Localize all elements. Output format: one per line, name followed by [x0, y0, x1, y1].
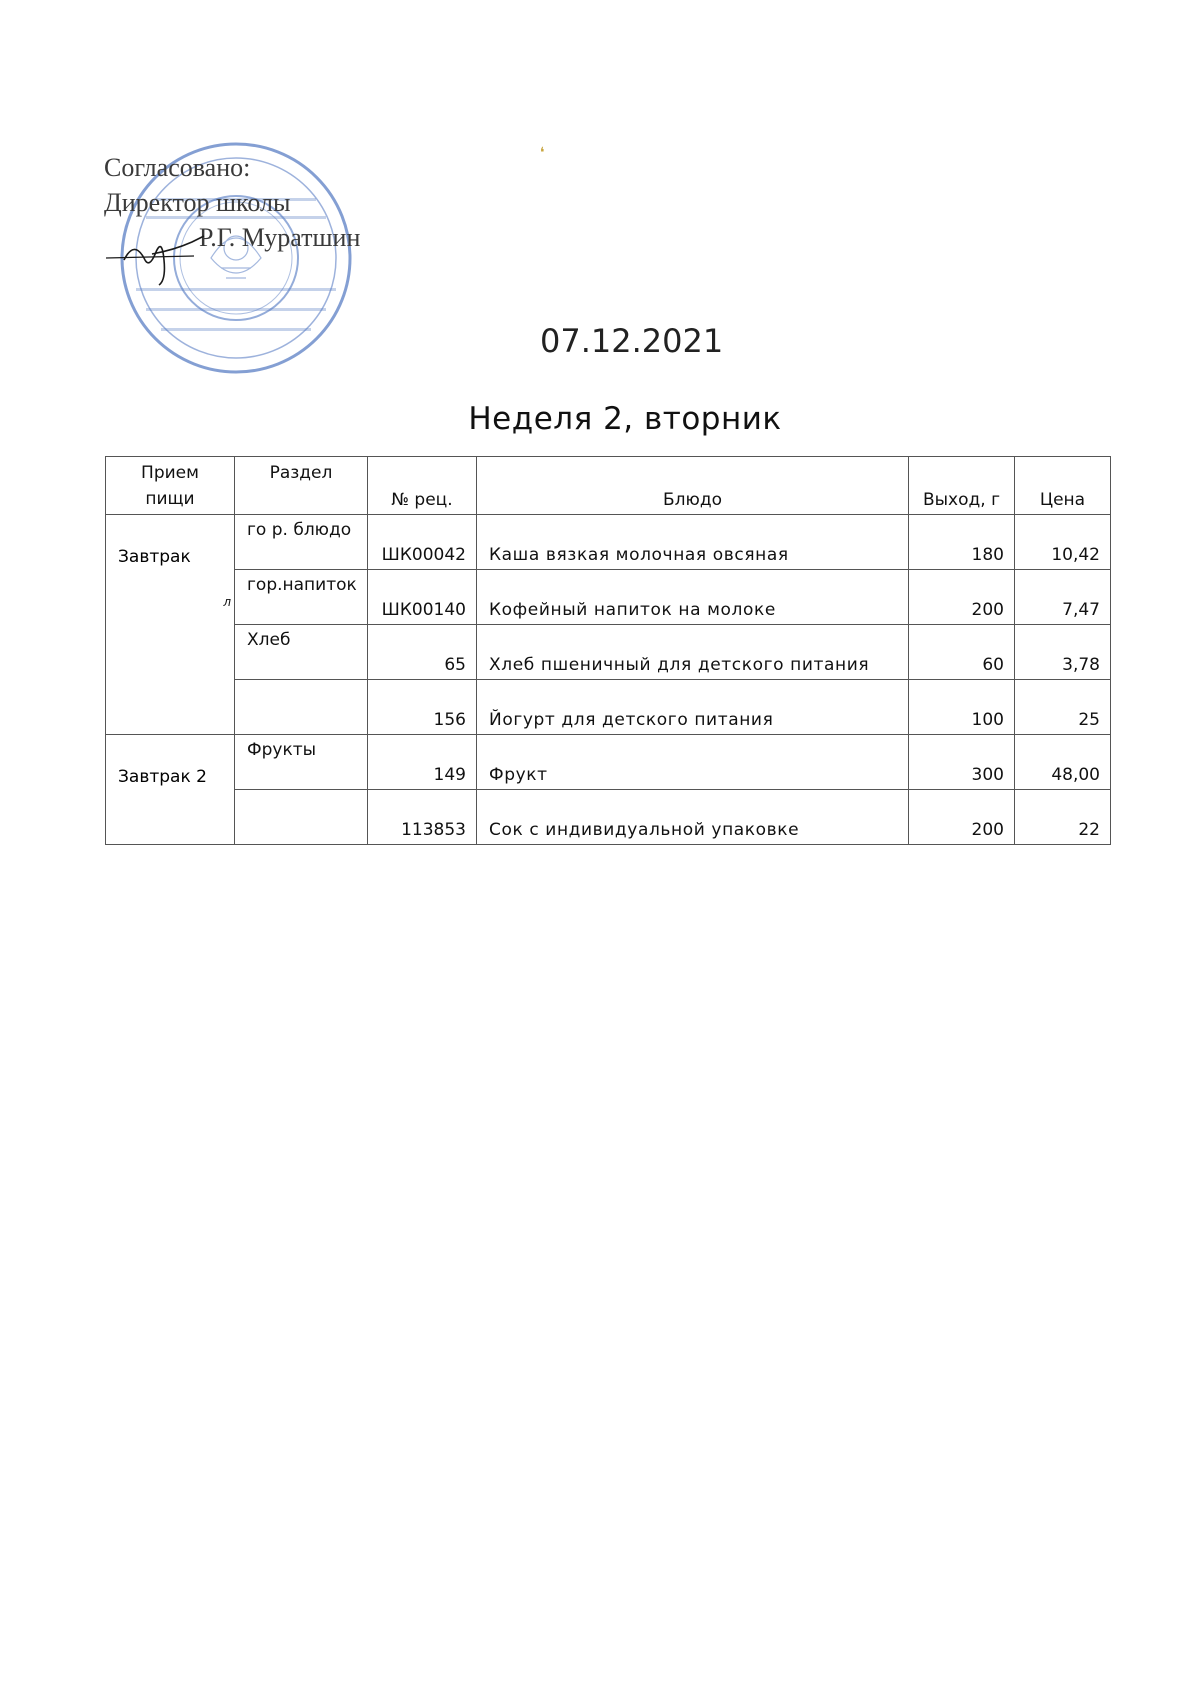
section-name: Хлеб — [247, 630, 291, 650]
page-title: Неделя 2, вторник — [468, 401, 782, 437]
dish-name: Йогурт для детского питания — [489, 710, 774, 730]
table-row — [106, 680, 1111, 735]
dish-name: Хлеб пшеничный для детского питания — [489, 655, 870, 675]
handwritten-signature — [104, 230, 219, 290]
document-date: 07.12.2021 — [540, 322, 724, 360]
table-header-row — [106, 457, 1111, 515]
menu-table — [105, 456, 1111, 845]
table-row — [106, 790, 1111, 845]
price-value: 3,78 — [1062, 655, 1100, 675]
recipe-number: 156 — [433, 710, 466, 730]
header-section: Раздел — [235, 457, 368, 515]
dish-name: Каша вязкая молочная овсяная — [489, 545, 789, 565]
header-meal-line2: пищи — [145, 489, 195, 509]
recipe-number: 149 — [433, 765, 466, 785]
header-meal — [106, 457, 235, 515]
price-value: 10,42 — [1051, 545, 1100, 565]
dish-name: Сок с индивидуальной упаковке — [489, 820, 800, 840]
recipe-number: ШК00042 — [381, 545, 466, 565]
approval-signer: Р.Г. Муратшин — [199, 223, 361, 252]
approval-position: Директор школы — [104, 188, 291, 217]
header-recipe: № рец. — [368, 457, 477, 515]
yield-value: 200 — [971, 600, 1004, 620]
recipe-number: ШК00140 — [381, 600, 466, 620]
meal-cell — [106, 735, 235, 845]
header-meal-line1: Прием — [141, 463, 199, 483]
section-name: Фрукты — [247, 740, 317, 760]
price-value: 48,00 — [1051, 765, 1100, 785]
table-row — [106, 625, 1111, 680]
meal-name: Завтрак 2 — [118, 767, 207, 787]
dish-name: Кофейный напиток на молоке — [489, 600, 776, 620]
table-row — [106, 515, 1111, 570]
recipe-number: 113853 — [401, 820, 466, 840]
meal-name: Завтрак — [118, 547, 191, 567]
meal-cell — [106, 515, 235, 735]
yield-value: 180 — [971, 545, 1004, 565]
price-value: 7,47 — [1062, 600, 1100, 620]
yield-value: 100 — [971, 710, 1004, 730]
dish-name: Фрукт — [489, 765, 548, 785]
yellow-mark-icon: ❛ — [540, 145, 545, 161]
header-yield: Выход, г — [909, 457, 1015, 515]
header-dish: Блюдо — [477, 457, 909, 515]
table-row — [106, 735, 1111, 790]
yield-value: 200 — [971, 820, 1004, 840]
approval-label: Согласовано: — [104, 153, 251, 182]
meal-mark: л — [223, 595, 231, 609]
yield-value: 300 — [971, 765, 1004, 785]
header-price: Цена — [1015, 457, 1111, 515]
yield-value: 60 — [982, 655, 1004, 675]
section-name: гор.напиток — [247, 575, 357, 595]
price-value: 22 — [1078, 820, 1100, 840]
recipe-number: 65 — [444, 655, 466, 675]
table-row — [106, 570, 1111, 625]
section-name: го р. блюдо — [247, 520, 352, 540]
price-value: 25 — [1078, 710, 1100, 730]
